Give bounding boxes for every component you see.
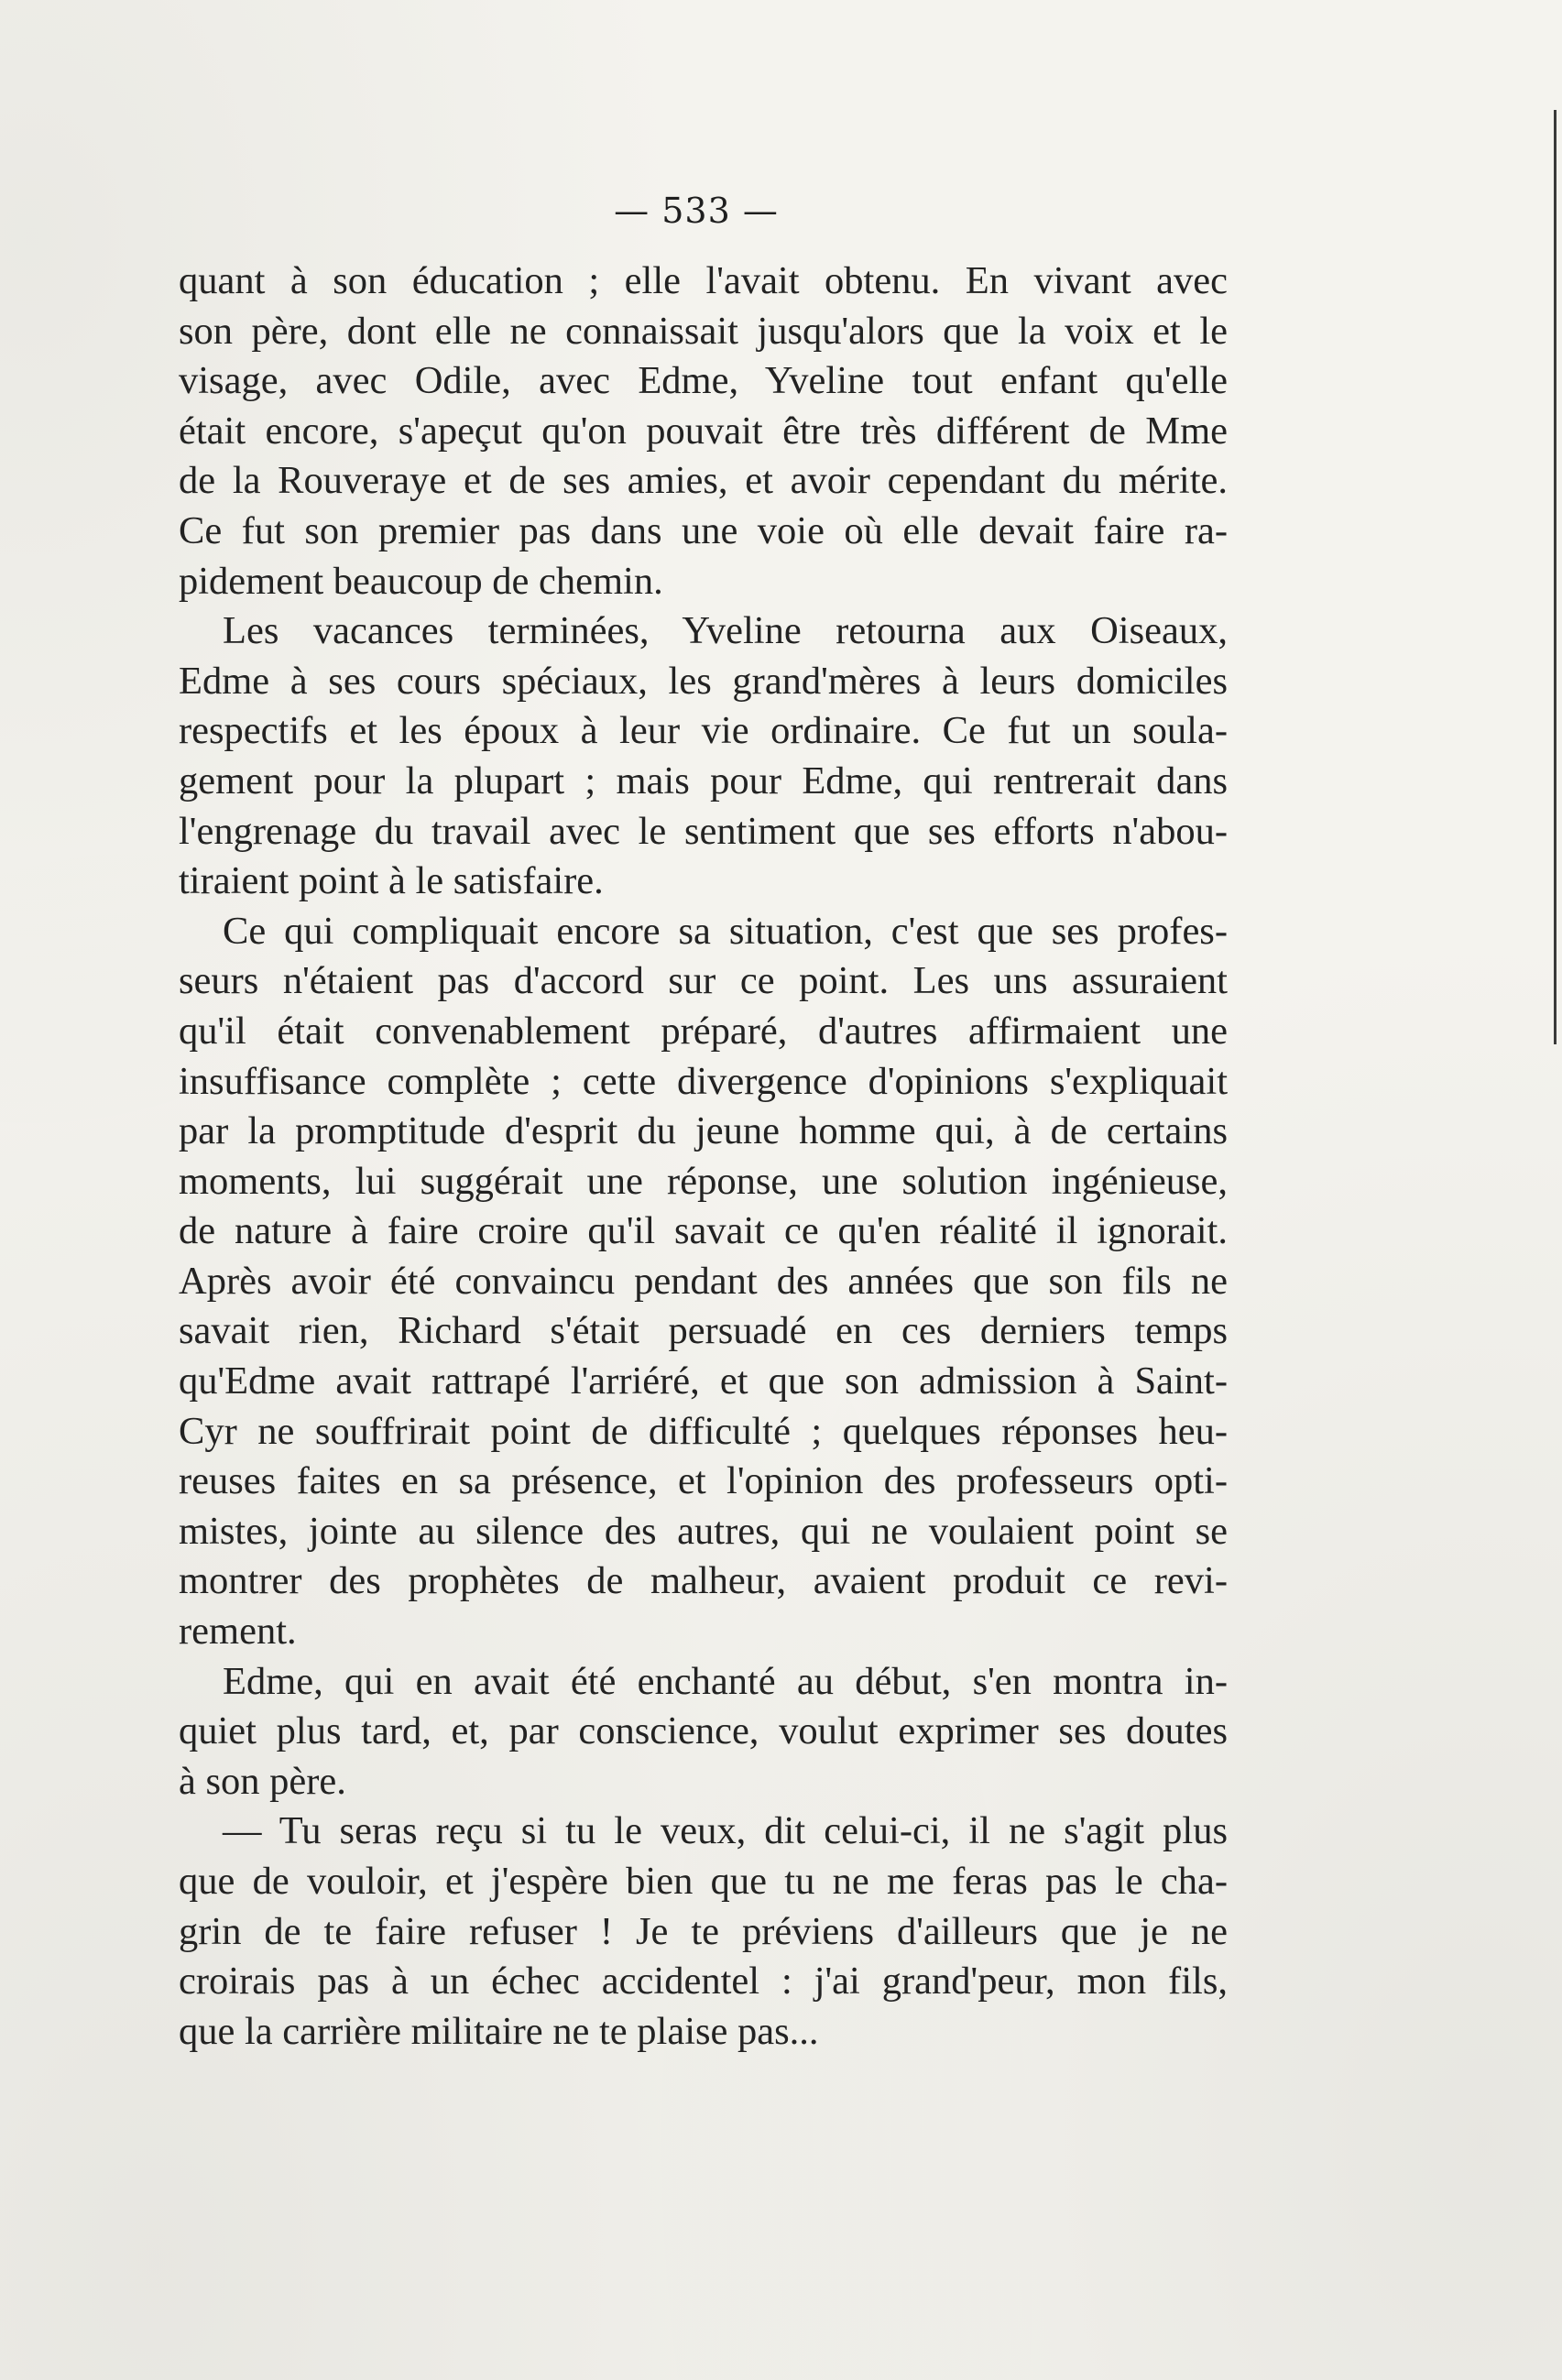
text-line: son père, dont elle ne connaissait jusqu'alors que la voix et le <box>179 309 1228 353</box>
text-line: à son père. <box>179 1759 346 1803</box>
text-line: visage, avec Odile, avec Edme, Yveline tout enfant qu'elle <box>179 359 1228 403</box>
text-line: tiraient point à le satisfaire. <box>179 859 604 903</box>
text-line: de nature à faire croire qu'il savait ce qu'en réalité il ignorait. <box>179 1209 1228 1253</box>
text-line: montrer des prophètes de malheur, avaient produit ce revi- <box>179 1559 1228 1603</box>
text-line: respectifs et les époux à leur vie ordinaire. Ce fut un soula- <box>179 709 1228 753</box>
text-line: Les vacances terminées, Yveline retourna aux Oiseaux, <box>223 609 1228 653</box>
page-number: — 533 — <box>614 191 779 231</box>
text-line: grin de te faire refuser ! Je te préviens d'ailleurs que je ne <box>179 1909 1228 1953</box>
text-line: reuses faites en sa présence, et l'opinion des professeurs opti- <box>179 1459 1228 1503</box>
body-text <box>179 257 1228 2057</box>
text-line: — Tu seras reçu si tu le veux, dit celui-ci, il ne s'agit plus <box>223 1809 1228 1853</box>
text-line: quiet plus tard, et, par conscience, voulut exprimer ses doutes <box>179 1709 1228 1753</box>
text-line: de la Rouveraye et de ses amies, et avoir cependant du mérite. <box>179 459 1228 503</box>
text-line: était encore, s'apeçut qu'on pouvait être très différent de Mme <box>179 409 1228 453</box>
text-line: qu'il était convenablement préparé, d'autres affirmaient une <box>179 1009 1228 1053</box>
text-line: que de vouloir, et j'espère bien que tu ne me feras pas le cha- <box>179 1860 1228 1903</box>
text-line: seurs n'étaient pas d'accord sur ce point. Les uns assuraient <box>179 959 1228 1003</box>
text-line: quant à son éducation ; elle l'avait obtenu. En vivant avec <box>179 259 1228 302</box>
text-line: qu'Edme avait rattrapé l'arriéré, et que son admission à Saint- <box>179 1359 1228 1403</box>
text-line: Ce qui compliquait encore sa situation, c'est que ses profes- <box>223 909 1228 953</box>
text-line: Cyr ne souffrirait point de difficulté ; quelques réponses heu- <box>179 1409 1228 1453</box>
text-line: rement. <box>179 1610 297 1654</box>
text-line: Ce fut son premier pas dans une voie où elle devait faire ra- <box>179 508 1228 552</box>
text-line: pidement beaucoup de chemin. <box>179 559 663 603</box>
text-line: Edme à ses cours spéciaux, les grand'mères à leurs domiciles <box>179 659 1228 703</box>
text-line: mistes, jointe au silence des autres, qui ne voulaient point se <box>179 1509 1228 1553</box>
text-line: Après avoir été convaincu pendant des années que son fils ne <box>179 1259 1228 1303</box>
text-line: moments, lui suggérait une réponse, une solution ingénieuse, <box>179 1159 1228 1203</box>
text-line: savait rien, Richard s'était persuadé en ces derniers temps <box>179 1309 1228 1353</box>
text-line: insuffisance complète ; cette divergence d'opinions s'expliquait <box>179 1059 1228 1103</box>
page-edge-rule <box>1554 110 1557 1044</box>
text-line: croirais pas à un échec accidentel : j'ai grand'peur, mon fils, <box>179 1960 1228 2003</box>
text-line: Edme, qui en avait été enchanté au début, s'en montra in- <box>223 1659 1228 1703</box>
text-line: par la promptitude d'esprit du jeune homme qui, à de certains <box>179 1109 1228 1153</box>
text-line: gement pour la plupart ; mais pour Edme, qui rentrerait dans <box>179 759 1228 802</box>
text-line: l'engrenage du travail avec le sentiment que ses efforts n'abou- <box>179 809 1228 853</box>
text-line: que la carrière militaire ne te plaise pas... <box>179 2009 819 2053</box>
